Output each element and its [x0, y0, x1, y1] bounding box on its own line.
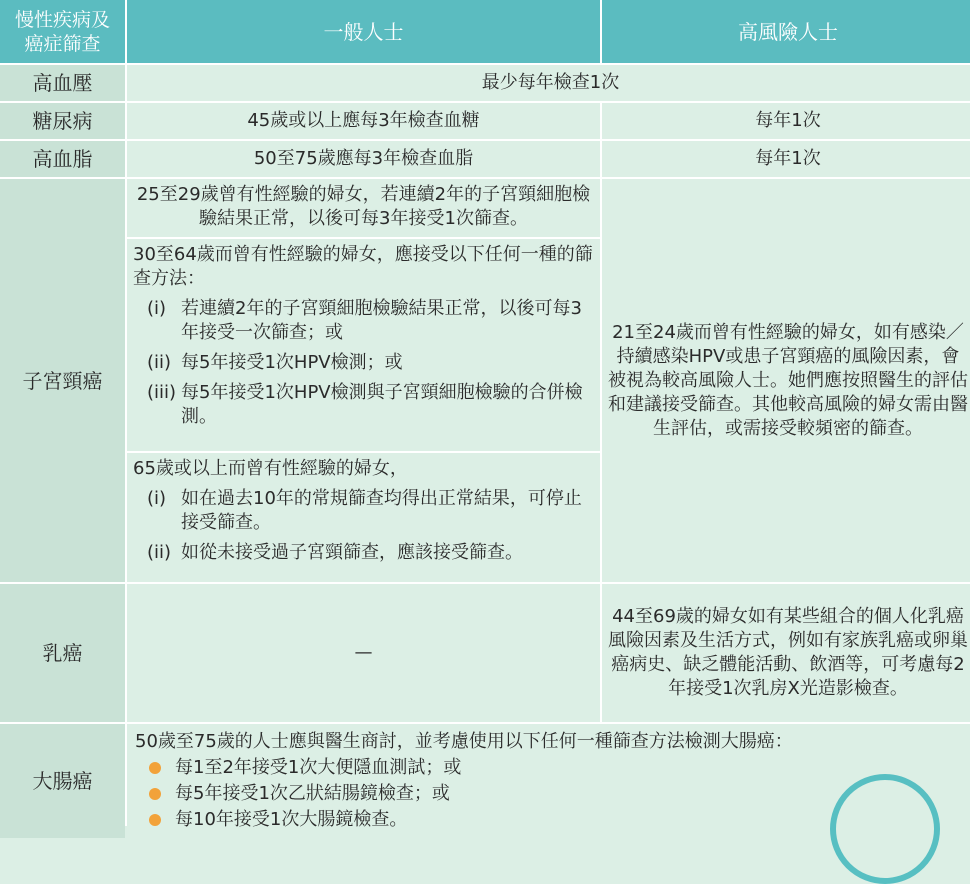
item-number: (iii) [147, 382, 177, 403]
item-number: (ii) [147, 352, 172, 373]
row-label-cervical: 子宮頸癌 [0, 179, 125, 582]
cervical-block-65-intro: 65歲或以上而曾有性經驗的婦女， [133, 458, 408, 479]
header-high-risk: 高風險人士 [602, 0, 970, 63]
colorectal-intro: 50歲至75歲的人士應與醫生商討，並考慮使用以下任何一種篩查方法檢測大腸癌： [135, 731, 793, 752]
header-category-line1: 慢性疾病及 [14, 8, 110, 31]
row-label-lipid: 高血脂 [0, 141, 125, 177]
lipid-general: 50至75歲應每3年檢查血脂 [127, 141, 600, 177]
list-item [135, 756, 966, 780]
item-text: 若連續2年的子宮頸細胞檢驗結果正常，以後可每3年接受一次篩查；或 [181, 298, 582, 343]
header-category-line2: 癌症篩查 [24, 32, 101, 55]
cervical-block-30-64-intro: 30至64歲而曾有性經驗的婦女，應接受以下任何一種的篩查方法： [133, 244, 593, 289]
item-number: (i) [147, 298, 167, 319]
bullet-text: 每1至2年接受1次大便隱血測試；或 [175, 757, 462, 778]
cervical-block-30-64 [127, 239, 600, 451]
item-number: (ii) [147, 542, 172, 563]
cervical-general [127, 179, 600, 582]
bullet-text: 每10年接受1次大腸鏡檢查。 [175, 809, 408, 830]
item-text: 如在過去10年的常規篩查均得出正常結果，可停止接受篩查。 [181, 488, 582, 533]
list-item [133, 381, 594, 429]
row-label-colorectal: 大腸癌 [0, 724, 125, 838]
diabetes-high-risk: 每年1次 [602, 103, 970, 139]
breast-high-risk: 44至69歲的婦女如有某些組合的個人化乳癌風險因素及生活方式，例如有家族乳癌或卵巢癌病史、缺乏體能活動、飲酒等，可考慮每2年接受1次乳房X光造影檢查。 [602, 584, 970, 722]
item-text: 每5年接受1次HPV檢測；或 [181, 352, 403, 373]
item-number: (i) [147, 488, 167, 509]
bullet-dot-icon [149, 814, 161, 826]
item-text: 每5年接受1次HPV檢測與子宮頸細胞檢驗的合併檢測。 [181, 382, 583, 427]
breast-general: — [127, 584, 600, 722]
list-item [133, 351, 594, 375]
hypertension-merged: 最少每年檢查1次 [127, 65, 970, 101]
bullet-text: 每5年接受1次乙狀結腸鏡檢查；或 [175, 783, 450, 804]
row-label-diabetes: 糖尿病 [0, 103, 125, 139]
header-general: 一般人士 [127, 0, 600, 63]
header-category [0, 0, 125, 63]
row-label-hypertension: 高血壓 [0, 65, 125, 101]
lipid-high-risk: 每年1次 [602, 141, 970, 177]
bullet-dot-icon [149, 788, 161, 800]
decorative-ring-icon [830, 774, 940, 884]
list-item [133, 297, 594, 345]
list-item [133, 487, 594, 535]
cervical-block-65-plus [127, 453, 600, 582]
row-label-breast: 乳癌 [0, 584, 125, 722]
cervical-high-risk: 21至24歲而曾有性經驗的婦女，如有感染／持續感染HPV或患子宮頸癌的風險因素，會被視為較高風險人士。她們應按照醫生的評估和建議接受篩查。其他較高風險的婦女需由醫生評估，或需接受較頻密的篩查。 [602, 179, 970, 582]
item-text: 如從未接受過子宮頸篩查，應該接受篩查。 [181, 542, 523, 563]
list-item [133, 541, 594, 565]
diabetes-general: 45歲或以上應每3年檢查血糖 [127, 103, 600, 139]
cervical-block-25-29: 25至29歲曾有性經驗的婦女，若連續2年的子宮頸細胞檢驗結果正常，以後可每3年接受1次篩查。 [136, 184, 591, 229]
bullet-dot-icon [149, 762, 161, 774]
